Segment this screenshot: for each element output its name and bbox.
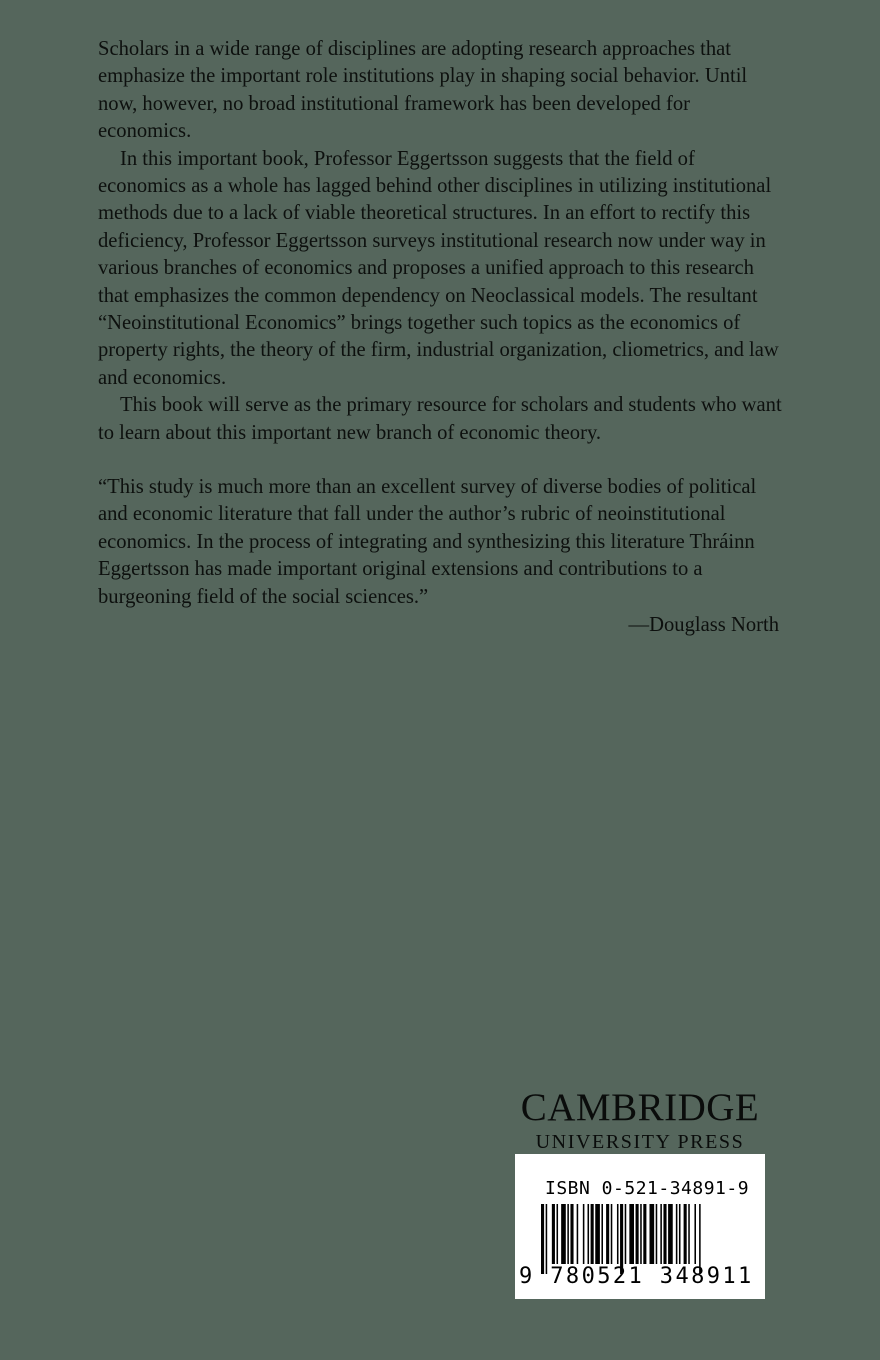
isbn-label: ISBN 0-521-34891-9 (545, 1178, 750, 1199)
book-description (98, 36, 788, 447)
barcode-digits: 9 780521 348911 (519, 1264, 754, 1289)
description-paragraph-2: In this important book, Professor Eggertsson suggests that the field of economics as a whole has lagged behind other disciplines in utilizing institutional methods due to a lack of viable theoretical structures. In an effort to rectify this deficiency, Professor Eggertsson surveys institutional research now under way in various branches of economics and proposes a unified approach to this research that emphasizes the common dependency on Neoclassical models. The resultant “Neoinstitutional Economics” brings together such topics as the economics of property rights, the theory of the firm, industrial organization, cliometrics, and law and economics. (98, 147, 779, 389)
barcode-panel (515, 1154, 765, 1299)
description-paragraph-3: This book will serve as the primary resource for scholars and students who want to learn about this important new branch of economic theory. (98, 394, 782, 444)
description-paragraph-1: Scholars in a wide range of disciplines are adopting research approaches that emphasize the important role institutions play in shaping social behavior. Until now, however, no broad institutional framework has been developed for economics. (98, 38, 748, 143)
publisher-subtitle: UNIVERSITY PRESS (535, 1131, 745, 1153)
publisher-name: CAMBRIDGE (520, 1086, 760, 1129)
publisher-logo (510, 1086, 770, 1154)
endorsement-quote (98, 474, 788, 611)
quote-attribution: —Douglass North (628, 614, 779, 636)
quote-text: “This study is much more than an excellent survey of diverse bodies of political and economic literature that fall under the author’s rubric of neoinstitutional economics. In the process of integrating and synthesizing this literature Thráinn Eggertsson has made important original extensions and contributions to a burgeoning field of the social sciences.” (98, 476, 757, 608)
